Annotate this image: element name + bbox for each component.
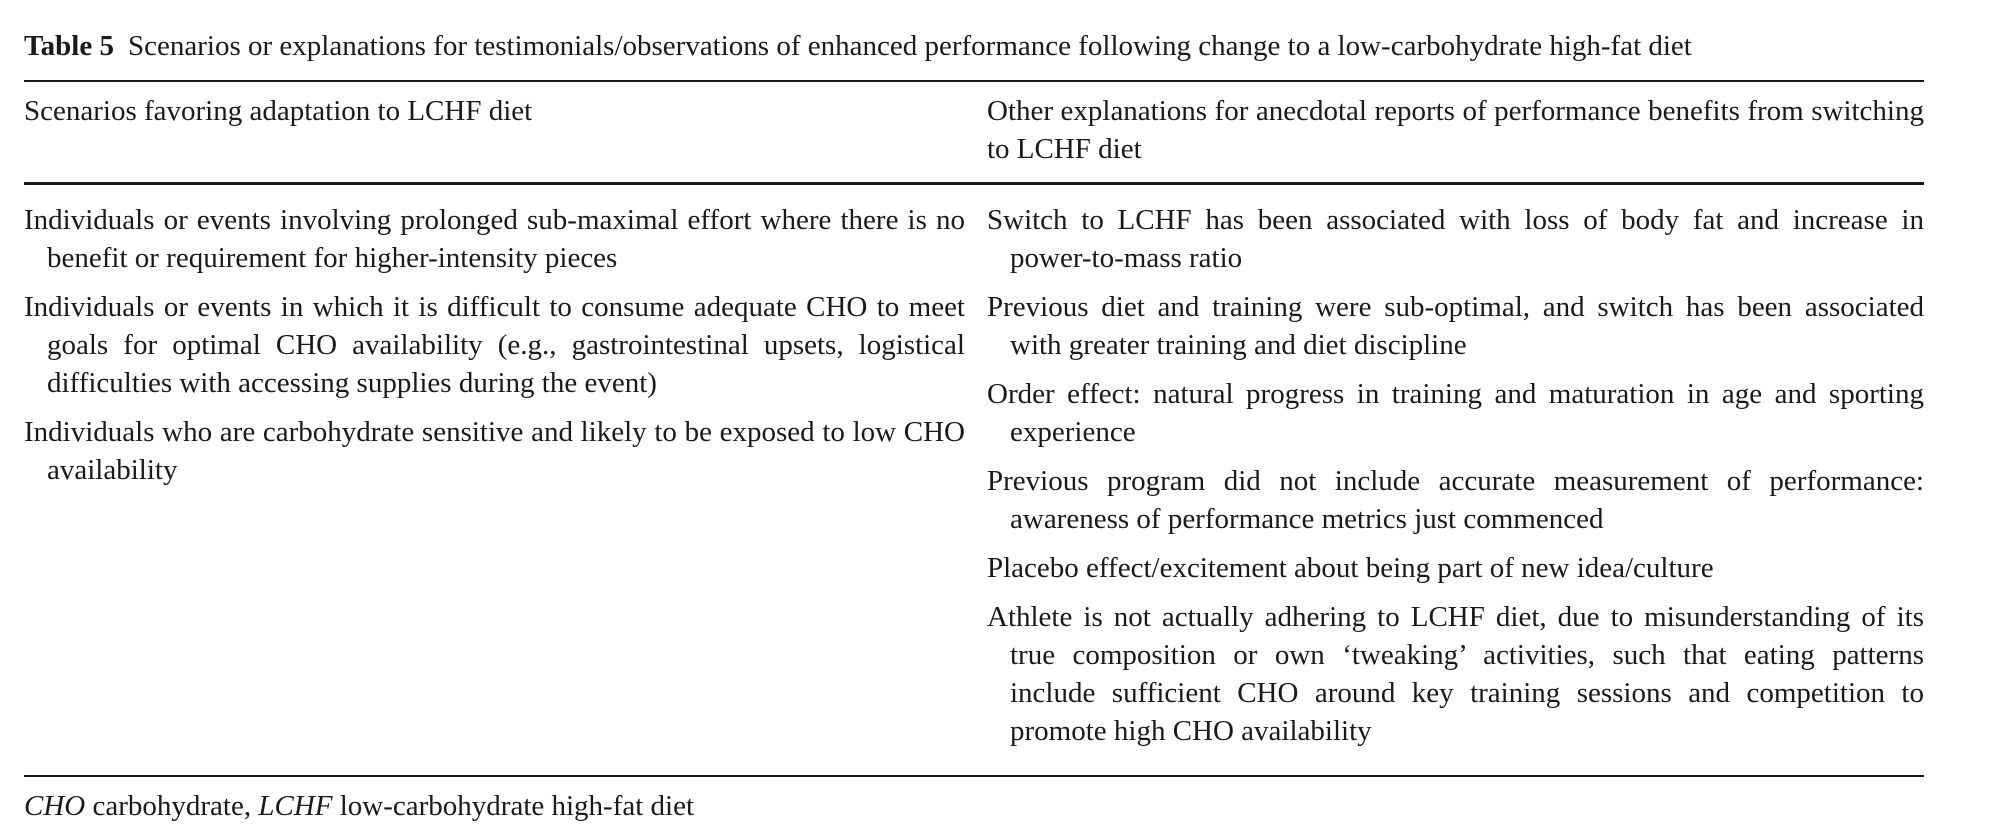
left-item: Individuals or events in which it is difficult to consume adequate CHO to meet goals for optimal CHO availability (e.g., gastrointestinal upsets, logistical difficulties with accessing supplies during the event) <box>24 291 965 399</box>
footnote-abbr-lchf: LCHF <box>258 790 333 822</box>
right-item: Placebo effect/excitement about being part of new idea/culture <box>987 552 1714 584</box>
body-row <box>24 185 1924 775</box>
table-5 <box>24 26 1924 825</box>
footnote-def-lchf: low-carbohydrate high-fat diet <box>339 790 695 822</box>
right-item: Athlete is not actually adhering to LCHF diet, due to misunderstanding of its true composition or own ‘tweaking’ activities, such that eating patterns include sufficient CHO around key training sessions and competition to promote high CHO availability <box>987 601 1924 747</box>
right-column <box>987 201 1924 761</box>
right-item: Order effect: natural progress in training and maturation in age and sporting experience <box>987 378 1924 448</box>
right-item: Previous program did not include accurate measurement of performance: awareness of performance metrics just commenced <box>987 465 1924 535</box>
left-column <box>24 201 987 761</box>
right-item: Switch to LCHF has been associated with loss of body fat and increase in power-to-mass ratio <box>987 204 1924 274</box>
header-row <box>24 82 1924 182</box>
right-item: Previous diet and training were sub-optimal, and switch has been associated with greater training and diet discipline <box>987 291 1924 361</box>
left-item: Individuals or events involving prolonged sub-maximal effort where there is no benefit or requirement for higher-intensity pieces <box>24 204 965 274</box>
table-caption <box>24 26 1924 66</box>
table-title: Scenarios or explanations for testimonials/observations of enhanced performance following change to a low-carbohydrate high-fat diet <box>128 30 1692 62</box>
footnote-abbr-cho: CHO <box>24 790 86 822</box>
column-header-left: Scenarios favoring adaptation to LCHF diet <box>24 95 533 127</box>
table-label: Table 5 <box>24 30 114 62</box>
left-item: Individuals who are carbohydrate sensitive and likely to be exposed to low CHO availability <box>24 416 965 486</box>
column-header-right: Other explanations for anecdotal reports of performance benefits from switching to LCHF diet <box>987 95 1924 165</box>
table-footnote <box>24 777 1924 825</box>
footnote-def-cho: carbohydrate, <box>92 790 252 822</box>
